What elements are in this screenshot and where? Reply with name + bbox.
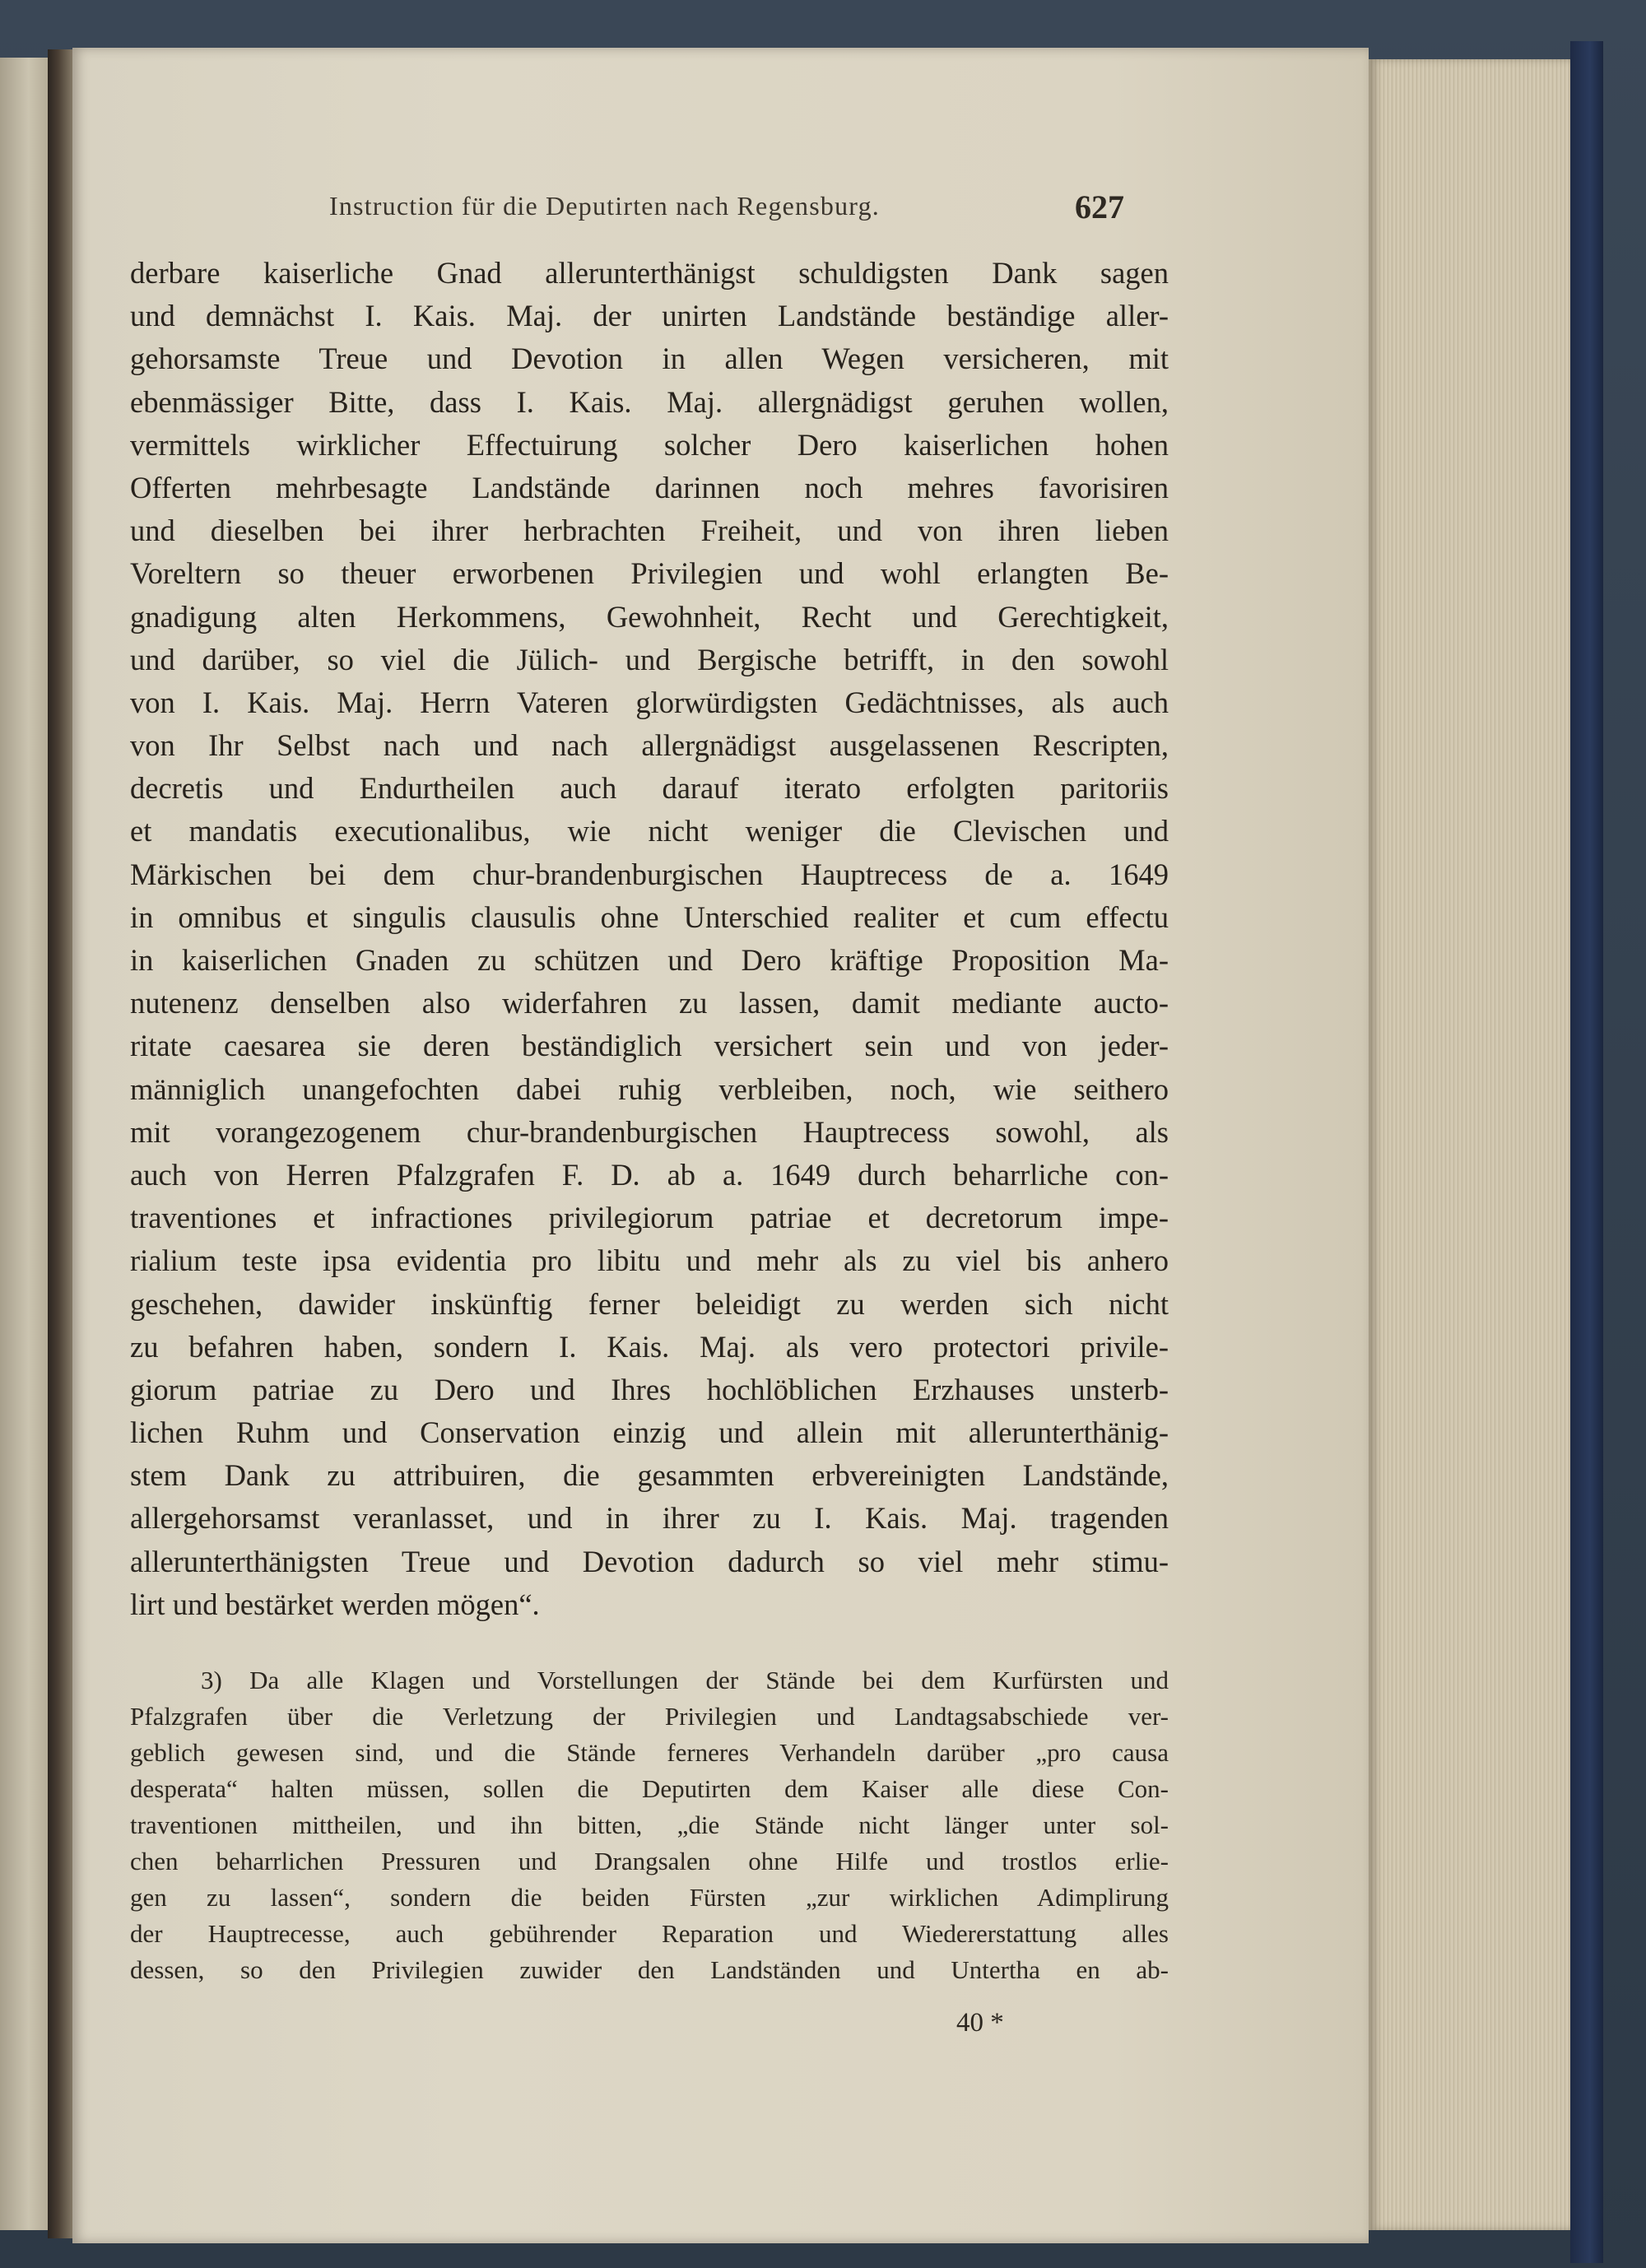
text-line: von Ihr Selbst nach und nach allergnädigst ausgelassenen Rescripten, [130, 728, 1169, 763]
text-line: lirt und bestärket werden mögen“. [130, 1587, 540, 1621]
text-line: giorum patriae zu Dero und Ihres hochlöblichen Erzhauses unsterb- [130, 1372, 1169, 1406]
text-line: allerunterthänigsten Treue und Devotion dadurch so viel mehr stimu- [130, 1544, 1169, 1578]
footnote-line: chen beharrlichen Pressuren und Drangsalen ohne Hilfe und trostlos erlie- [130, 1847, 1169, 1875]
facing-page-edge [0, 58, 48, 2230]
footnote-line: desperata“ halten müssen, sollen die Deputirten dem Kaiser alle diese Con- [130, 1774, 1169, 1803]
text-line: in omnibus et singulis clausulis ohne Unterschied realiter et cum effectu [130, 899, 1169, 934]
footnote-line: Pfalzgrafen über die Verletzung der Privilegien und Landtagsabschiede ver- [130, 1702, 1169, 1731]
book-gutter [48, 49, 74, 2238]
text-line: decretis und Endurtheilen auch darauf iterato erfolgten paritoriis [130, 771, 1169, 806]
text-line: ritate caesarea sie deren beständiglich versichert sein und von jeder- [130, 1029, 1169, 1063]
text-line: Voreltern so theuer erworbenen Privilegien und wohl erlangten Be- [130, 556, 1169, 591]
footnote-line: gen zu lassen“, sondern die beiden Fürsten „zur wirklichen Adimplirung [130, 1883, 1169, 1912]
footnote-line: traventionen mittheilen, und ihn bitten, „die Stände nicht länger unter sol- [130, 1810, 1169, 1839]
text-line: mit vorangezogenem chur-brandenburgischen Hauptrecess sowohl, als [130, 1114, 1169, 1149]
page-header [329, 188, 1152, 237]
running-head: Instruction für die Deputirten nach Regensburg. [329, 191, 880, 221]
footnote-line: geblich gewesen sind, und die Stände ferneres Verhandeln darüber „pro causa [130, 1738, 1169, 1767]
text-line: gnadigung alten Herkommens, Gewohnheit, Recht und Gerechtigkeit, [130, 599, 1169, 634]
text-line: von I. Kais. Maj. Herrn Vateren glorwürdigsten Gedächtnisses, als auch [130, 685, 1169, 719]
text-line: rialium teste ipsa evidentia pro libitu und mehr als zu viel bis anhero [130, 1243, 1169, 1278]
text-line: traventiones et infractiones privilegiorum patriae et decretorum impe- [130, 1201, 1169, 1235]
text-line: Offerten mehrbesagte Landstände darinnen noch mehres favorisiren [130, 470, 1169, 504]
text-line: nutenenz denselben also widerfahren zu lassen, damit mediante aucto- [130, 986, 1169, 1020]
text-line: in kaiserlichen Gnaden zu schützen und Dero kräftige Proposition Ma- [130, 943, 1169, 977]
text-line: und darüber, so viel die Jülich- und Bergische betrifft, in den sowohl [130, 642, 1169, 676]
text-line: ebenmässiger Bitte, dass I. Kais. Maj. allergnädigst geruhen wollen, [130, 384, 1169, 419]
footnote-line: dessen, so den Privilegien zuwider den Landständen und Untertha en ab- [130, 1955, 1169, 1984]
text-line: derbare kaiserliche Gnad allerunterthänigst schuldigsten Dank sagen [130, 256, 1169, 290]
footnote-line: 3) Da alle Klagen und Vorstellungen der Stände bei dem Kurfürsten und [201, 1666, 1169, 1694]
text-line: geschehen, dawider inskünftig ferner beleidigt zu werden sich nicht [130, 1286, 1169, 1321]
text-line: allergehorsamst veranlasset, und in ihrer zu I. Kais. Maj. tragenden [130, 1501, 1169, 1536]
text-line: vermittels wirklicher Effectuirung solcher Dero kaiserlichen hohen [130, 427, 1169, 462]
footnote [130, 1662, 1169, 1988]
signature-mark: 40 * [956, 2008, 1004, 2038]
text-line: et mandatis executionalibus, wie nicht weniger die Clevischen und [130, 814, 1169, 848]
text-line: gehorsamste Treue und Devotion in allen Wegen versicheren, mit [130, 342, 1169, 376]
text-line: auch von Herren Pfalzgrafen F. D. ab a. 1649 durch beharrliche con- [130, 1157, 1169, 1192]
text-line: lichen Ruhm und Conservation einzig und allein mit allerunterthänig- [130, 1415, 1169, 1450]
text-line: zu befahren haben, sondern I. Kais. Maj. als vero protectori privile- [130, 1329, 1169, 1364]
footnote-line: der Hauptrecesse, auch gebührender Reparation und Wiedererstattung alles [130, 1919, 1169, 1948]
book-cover-edge [1570, 41, 1603, 2263]
page-block-edges [1369, 59, 1570, 2230]
text-line: männiglich unangefochten dabei ruhig verbleiben, noch, wie seithero [130, 1071, 1169, 1106]
main-text [130, 252, 1169, 1626]
page-number: 627 [1075, 188, 1124, 225]
text-line: stem Dank zu attribuiren, die gesammten erbvereinigten Landstände, [130, 1458, 1169, 1493]
text-line: und demnächst I. Kais. Maj. der unirten Landstände beständige aller- [130, 299, 1169, 333]
text-line: und dieselben bei ihrer herbrachten Freiheit, und von ihren lieben [130, 514, 1169, 548]
text-line: Märkischen bei dem chur-brandenburgischen Hauptrecess de a. 1649 [130, 857, 1169, 891]
